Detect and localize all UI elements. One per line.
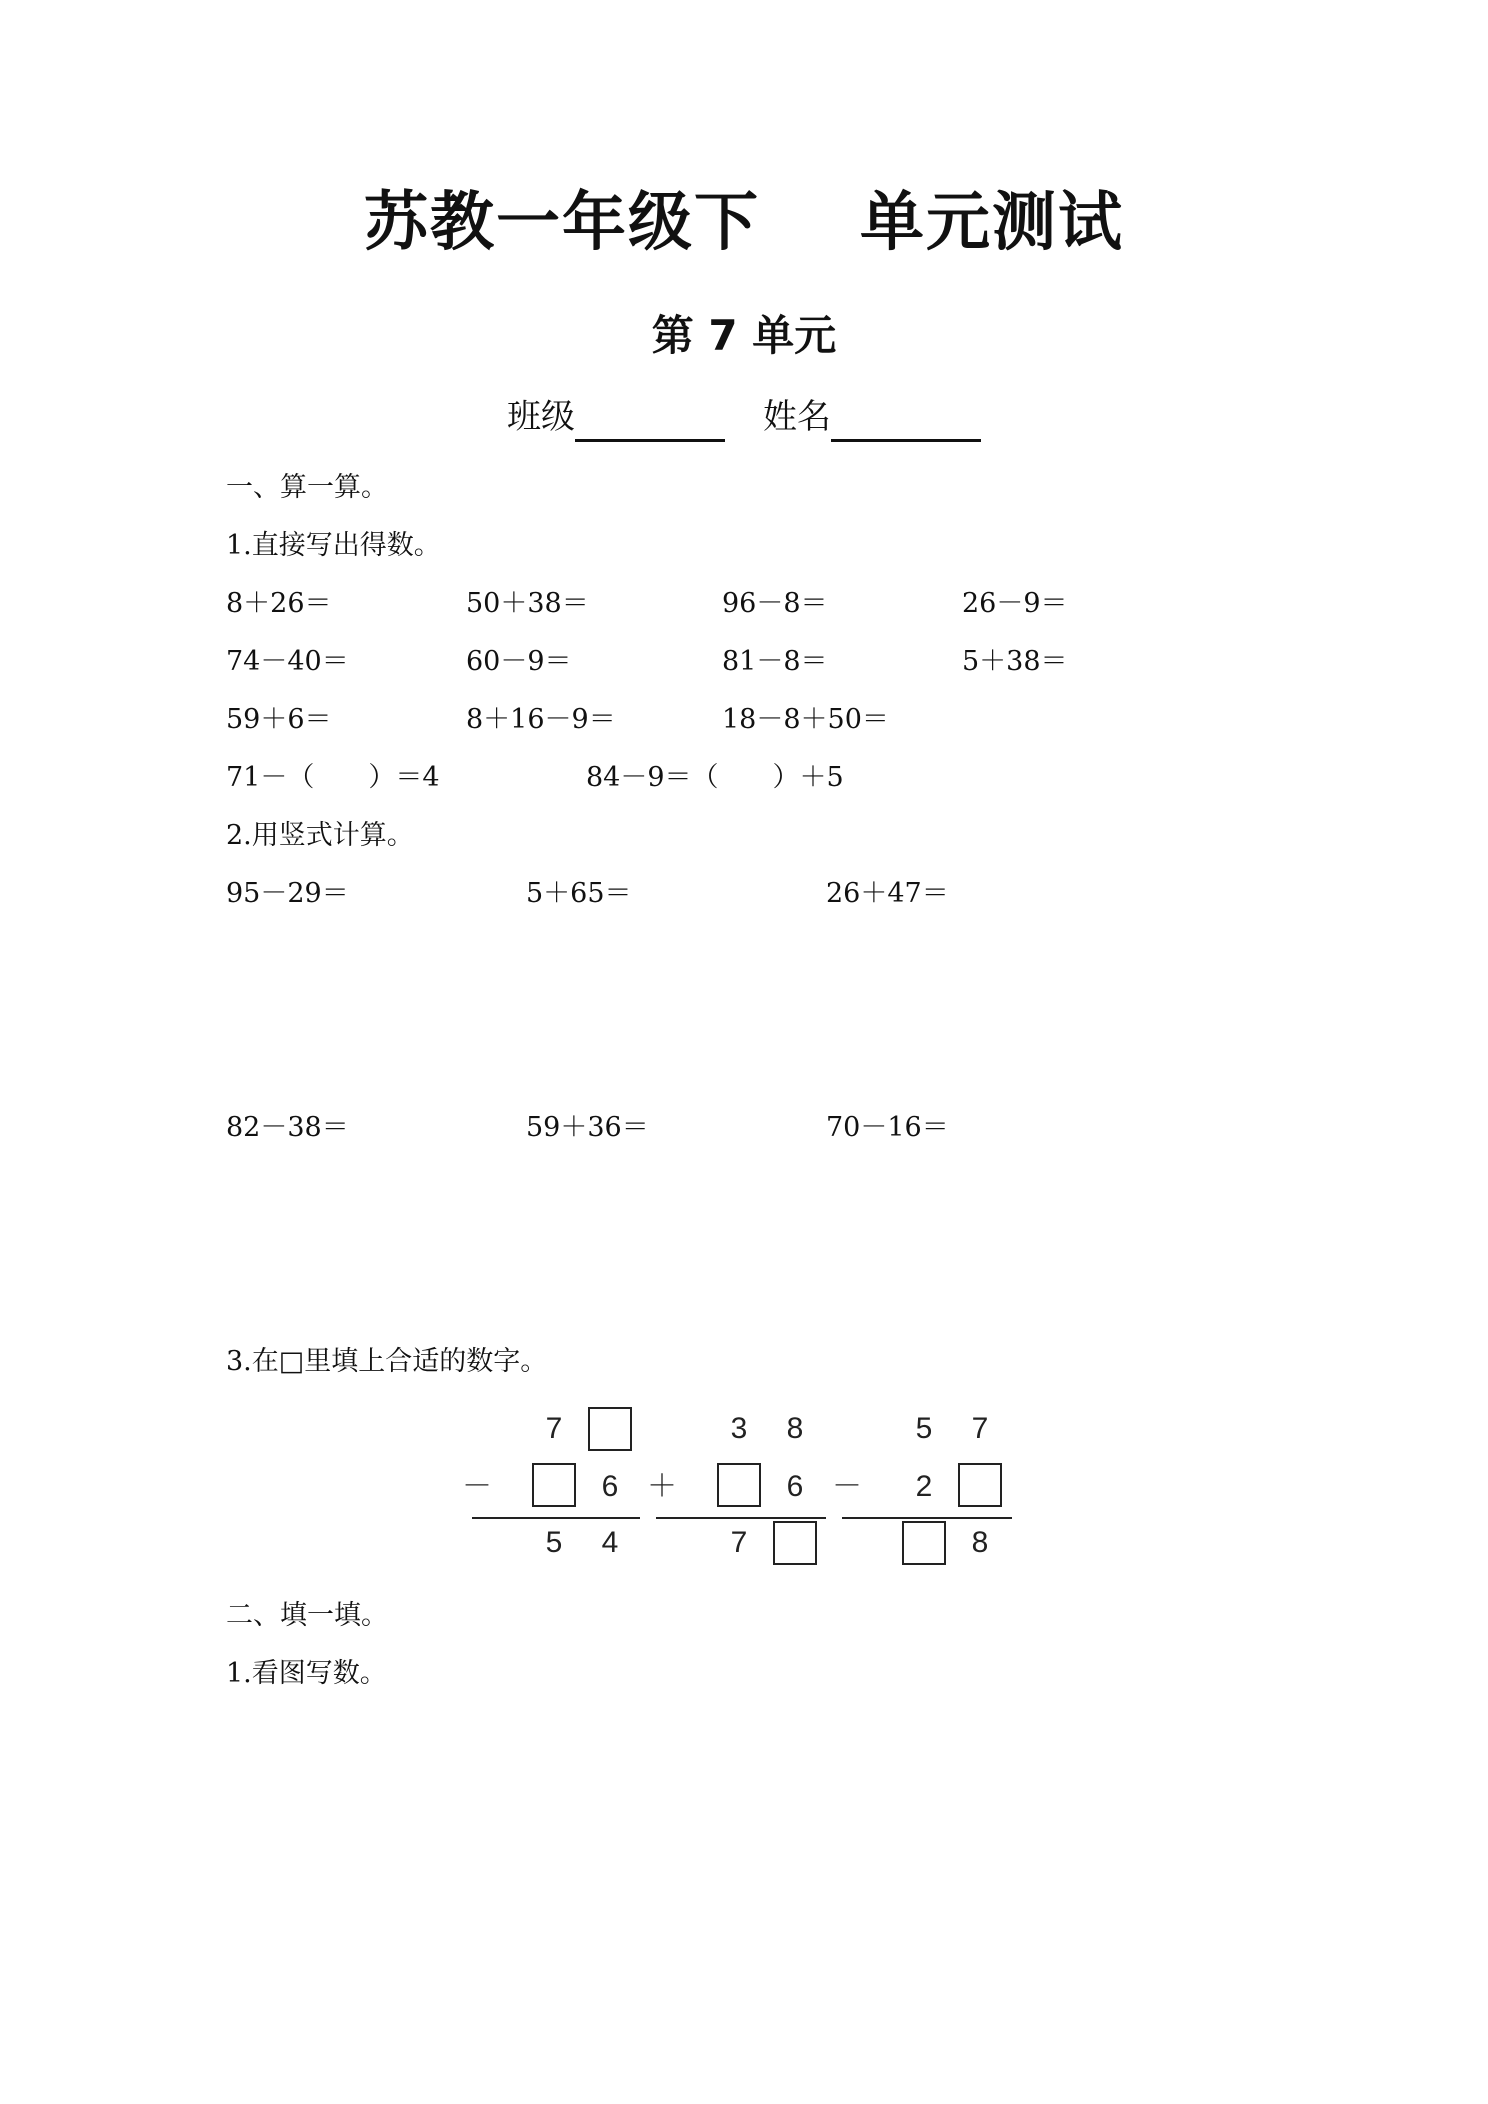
student-info bbox=[0, 392, 1488, 442]
operator: － bbox=[462, 1470, 492, 1503]
class-label: 班级 bbox=[507, 397, 575, 437]
vertical-calc-problem: 26＋47＝ bbox=[826, 878, 949, 909]
oral-problem: 8＋26＝ bbox=[226, 588, 332, 619]
answer-box[interactable] bbox=[589, 1408, 631, 1450]
fill-blank-problem: 84－9＝（ ）＋5 bbox=[586, 762, 844, 793]
digit-puzzle-2 bbox=[647, 1412, 826, 1564]
oral-problem: 96－8＝ bbox=[722, 588, 828, 619]
digit: 4 bbox=[601, 1526, 619, 1559]
answer-box[interactable] bbox=[533, 1464, 575, 1506]
digit-puzzles bbox=[460, 1400, 1020, 1570]
q2-heading: 2.用竖式计算。 bbox=[226, 820, 414, 851]
digit: 7 bbox=[545, 1412, 563, 1445]
q3-heading: 3.在□里填上合适的数字。 bbox=[226, 1346, 548, 1377]
digit: 5 bbox=[545, 1526, 563, 1559]
oral-problem: 8＋16－9＝ bbox=[466, 704, 616, 735]
vertical-calc-problem: 5＋65＝ bbox=[526, 878, 632, 909]
oral-problem: 5＋38＝ bbox=[962, 646, 1068, 677]
title-left: 苏教一年级下 bbox=[364, 186, 760, 260]
answer-box[interactable] bbox=[718, 1464, 760, 1506]
answer-box[interactable] bbox=[959, 1464, 1001, 1506]
vertical-calc-problem: 95－29＝ bbox=[226, 878, 349, 909]
digit: 3 bbox=[730, 1412, 748, 1445]
oral-problem: 60－9＝ bbox=[466, 646, 572, 677]
vertical-calc-problem: 70－16＝ bbox=[826, 1112, 949, 1143]
digit: 8 bbox=[786, 1412, 804, 1445]
digit: 8 bbox=[971, 1526, 989, 1559]
name-blank[interactable] bbox=[831, 403, 981, 442]
oral-problem: 59＋6＝ bbox=[226, 704, 332, 735]
section2-heading: 二、填一填。 bbox=[226, 1600, 388, 1631]
unit-subtitle: 第 7 单元 bbox=[651, 311, 837, 360]
vertical-calc-problem: 82－38＝ bbox=[226, 1112, 349, 1143]
digit: 6 bbox=[601, 1470, 619, 1503]
digit: 2 bbox=[915, 1470, 933, 1503]
answer-box[interactable] bbox=[903, 1522, 945, 1564]
page-title bbox=[0, 178, 1488, 268]
q1-heading: 1.直接写出得数。 bbox=[226, 530, 441, 561]
digit: 5 bbox=[915, 1412, 933, 1445]
class-blank[interactable] bbox=[575, 403, 725, 442]
oral-problem: 26－9＝ bbox=[962, 588, 1068, 619]
section2-q1-heading: 1.看图写数。 bbox=[226, 1658, 387, 1689]
section1-heading: 一、算一算。 bbox=[226, 472, 388, 503]
digit: 6 bbox=[786, 1470, 804, 1503]
vertical-calc-problem: 59＋36＝ bbox=[526, 1112, 649, 1143]
oral-problem: 81－8＝ bbox=[722, 646, 828, 677]
digit: 7 bbox=[730, 1526, 748, 1559]
oral-problem: 18－8＋50＝ bbox=[722, 704, 889, 735]
digit-puzzle-1 bbox=[462, 1408, 640, 1559]
title-right: 单元测试 bbox=[860, 186, 1124, 260]
name-label: 姓名 bbox=[763, 397, 831, 437]
fill-blank-problem: 71－（ ）＝4 bbox=[226, 762, 440, 793]
digit: 7 bbox=[971, 1412, 989, 1445]
digit-puzzle-3 bbox=[832, 1412, 1012, 1564]
oral-problem: 74－40＝ bbox=[226, 646, 349, 677]
operator: － bbox=[832, 1470, 862, 1503]
oral-problem: 50＋38＝ bbox=[466, 588, 589, 619]
answer-box[interactable] bbox=[774, 1522, 816, 1564]
operator: ＋ bbox=[647, 1470, 677, 1503]
